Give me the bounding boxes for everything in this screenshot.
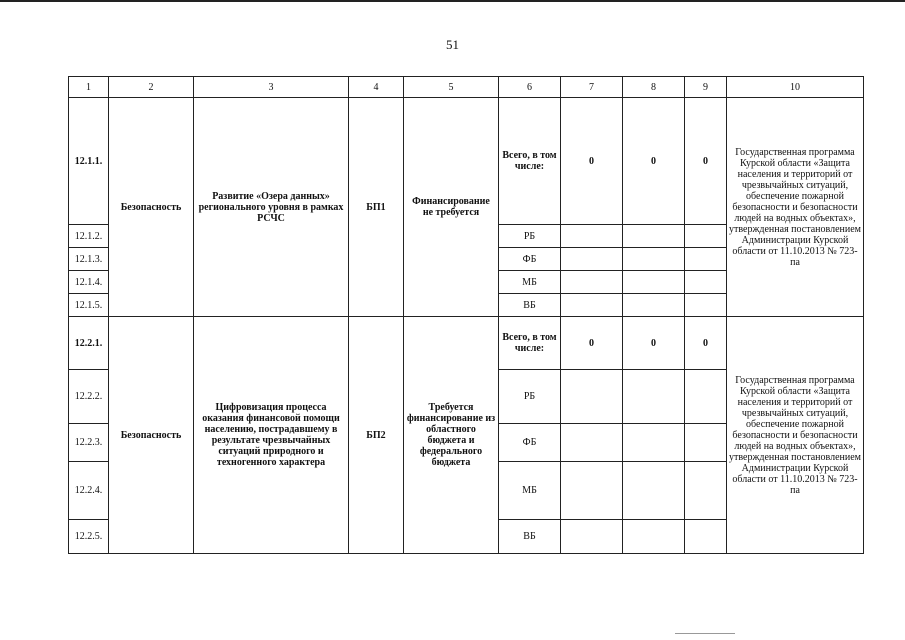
header-cell: 1 xyxy=(69,77,109,98)
financing-cell: Финансирование не требуется xyxy=(404,98,499,317)
value-cell xyxy=(623,225,685,248)
funding-source-cell: ВБ xyxy=(499,520,561,554)
value-cell xyxy=(561,424,623,462)
header-cell: 10 xyxy=(727,77,864,98)
program-reference-cell: Государственная программа Курской области «Защита населения и территорий от чрезвычайных ситуаций, обеспечение пожарной безопасности и безопасности людей на водных объектах», утвержденная постановлением Администрации Курской области от 11.10.2013 № 723-па xyxy=(727,317,864,554)
page-top-border xyxy=(0,0,905,2)
value-cell xyxy=(685,370,727,424)
value-cell xyxy=(685,462,727,520)
program-reference-cell: Государственная программа Курской области «Защита населения и территорий от чрезвычайных ситуаций, обеспечение пожарной безопасности и безопасности людей на водных объектах», утвержденная постановлением Администрации Курской области от 11.10.2013 № 723-па xyxy=(727,98,864,317)
project-code-cell: БП2 xyxy=(349,317,404,554)
value-cell: 0 xyxy=(623,98,685,225)
value-cell xyxy=(561,370,623,424)
value-cell xyxy=(623,462,685,520)
value-cell xyxy=(685,271,727,294)
value-cell: 0 xyxy=(623,317,685,370)
header-cell: 8 xyxy=(623,77,685,98)
header-cell: 5 xyxy=(404,77,499,98)
project-name-cell: Развитие «Озера данных» регионального уровня в рамках РСЧС xyxy=(194,98,349,317)
value-cell xyxy=(561,520,623,554)
scan-artifact-line xyxy=(675,633,735,634)
value-cell xyxy=(685,294,727,317)
value-cell: 0 xyxy=(685,98,727,225)
program-table xyxy=(68,76,864,554)
category-cell: Безопасность xyxy=(109,98,194,317)
project-name-cell: Цифровизация процесса оказания финансовой помощи населению, пострадавшему в результате чрезвычайных ситуаций природного и техногенного характера xyxy=(194,317,349,554)
row-id: 12.2.1. xyxy=(69,317,109,370)
value-cell xyxy=(561,271,623,294)
funding-source-cell: МБ xyxy=(499,271,561,294)
header-row xyxy=(69,77,864,98)
funding-source-cell: ФБ xyxy=(499,248,561,271)
value-cell xyxy=(561,225,623,248)
row-id: 12.1.2. xyxy=(69,225,109,248)
funding-source-cell: ФБ xyxy=(499,424,561,462)
value-cell: 0 xyxy=(685,317,727,370)
funding-source-cell: РБ xyxy=(499,370,561,424)
row-id: 12.2.5. xyxy=(69,520,109,554)
row-id: 12.2.2. xyxy=(69,370,109,424)
row-id: 12.2.4. xyxy=(69,462,109,520)
value-cell xyxy=(685,225,727,248)
value-cell xyxy=(685,520,727,554)
funding-source-cell: ВБ xyxy=(499,294,561,317)
header-cell: 9 xyxy=(685,77,727,98)
value-cell xyxy=(623,370,685,424)
header-cell: 6 xyxy=(499,77,561,98)
value-cell xyxy=(623,271,685,294)
value-cell xyxy=(685,248,727,271)
header-cell: 7 xyxy=(561,77,623,98)
value-cell xyxy=(623,248,685,271)
value-cell xyxy=(623,520,685,554)
row-id: 12.1.3. xyxy=(69,248,109,271)
table-row xyxy=(69,317,864,370)
funding-source-cell: Всего, в том числе: xyxy=(499,98,561,225)
value-cell xyxy=(561,294,623,317)
header-cell: 4 xyxy=(349,77,404,98)
financing-cell: Требуется финансирование из областного бюджета и федерального бюджета xyxy=(404,317,499,554)
header-cell: 2 xyxy=(109,77,194,98)
value-cell xyxy=(623,424,685,462)
page-number: 51 xyxy=(446,37,459,52)
row-id: 12.2.3. xyxy=(69,424,109,462)
funding-source-cell: Всего, в том числе: xyxy=(499,317,561,370)
value-cell xyxy=(561,248,623,271)
table-row xyxy=(69,98,864,225)
row-id: 12.1.5. xyxy=(69,294,109,317)
funding-source-cell: РБ xyxy=(499,225,561,248)
project-code-cell: БП1 xyxy=(349,98,404,317)
value-cell xyxy=(561,462,623,520)
row-id: 12.1.4. xyxy=(69,271,109,294)
row-id: 12.1.1. xyxy=(69,98,109,225)
value-cell xyxy=(623,294,685,317)
category-cell: Безопасность xyxy=(109,317,194,554)
value-cell xyxy=(685,424,727,462)
header-cell: 3 xyxy=(194,77,349,98)
funding-source-cell: МБ xyxy=(499,462,561,520)
value-cell: 0 xyxy=(561,317,623,370)
value-cell: 0 xyxy=(561,98,623,225)
